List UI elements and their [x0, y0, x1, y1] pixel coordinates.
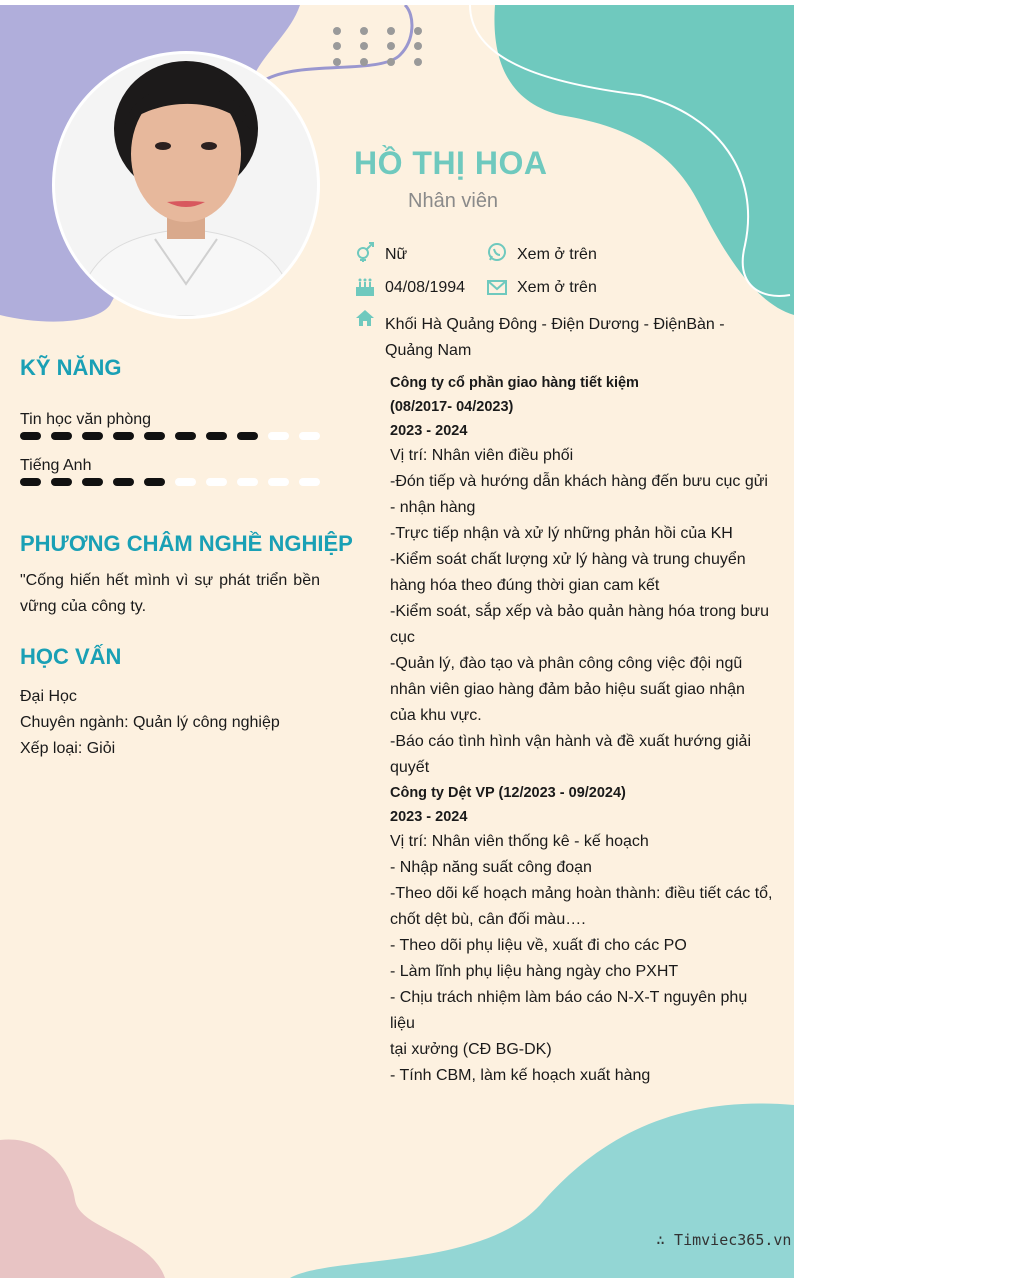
experience-1-line: -Kiểm soát, sắp xếp và bảo quản hàng hóa trong bưu	[390, 603, 769, 620]
teal-bottom-blob	[290, 1103, 794, 1278]
experience-2-line: chốt dệt bù, cân đối màu….	[390, 911, 586, 928]
experience-2-company: Công ty Dệt VP (12/2023 - 09/2024)	[390, 785, 626, 801]
skill-level-empty	[206, 478, 227, 486]
skill-bar-office	[20, 432, 320, 440]
experience-2-line: - Tính CBM, làm kế hoạch xuất hàng	[390, 1067, 651, 1084]
pink-blob	[0, 1139, 165, 1278]
whatsapp-phone-icon	[486, 241, 508, 261]
experience-1-line: -Quản lý, đào tạo và phân công công việc đội ngũ	[390, 655, 743, 672]
email-envelope-icon	[486, 276, 508, 296]
experience-2-line: -Theo dõi kế hoạch mảng hoàn thành: điều tiết các tổ,	[390, 885, 773, 902]
skill-level-filled	[82, 478, 103, 486]
skill-bar-english	[20, 478, 320, 486]
skill-level-empty	[268, 432, 289, 440]
address	[385, 312, 725, 364]
education-major: Chuyên ngành: Quản lý công nghiệp	[20, 714, 280, 731]
skill-level-filled	[237, 432, 258, 440]
skill-level-filled	[144, 432, 165, 440]
experience-entry-1	[390, 371, 775, 781]
education-grade: Xếp loại: Giỏi	[20, 740, 116, 757]
motto-title: PHƯƠNG CHÂM NGHỀ NGHIỆP	[20, 531, 353, 556]
timviec365-watermark: ∴ Timviec365.vn	[656, 1231, 792, 1249]
experience-1-line: -Báo cáo tình hình vận hành và đề xuất hướng giải	[390, 733, 752, 750]
motto-text	[20, 568, 320, 620]
skill-level-empty	[299, 432, 320, 440]
experience-2-line: - Làm lĩnh phụ liệu hàng ngày cho PXHT	[390, 963, 679, 980]
dot-grid	[333, 27, 422, 66]
motto-line-2: vững của công ty.	[20, 598, 147, 615]
experience-2-line: Vị trí: Nhân viên thống kê - kế hoạch	[390, 833, 649, 850]
phone-value: Xem ở trên	[517, 246, 597, 263]
experience-entry-2	[390, 781, 775, 1089]
experience-1-line: quyết	[390, 759, 430, 776]
skill-level-empty	[299, 478, 320, 486]
skill-level-filled	[20, 432, 41, 440]
experience-1-company: Công ty cổ phần giao hàng tiết kiệm	[390, 375, 639, 391]
skill-level-filled	[144, 478, 165, 486]
skill-label-english: Tiếng Anh	[20, 457, 92, 474]
experience-1-line: - nhận hàng	[390, 499, 476, 516]
birthday-value: 04/08/1994	[385, 279, 466, 296]
skill-level-filled	[175, 432, 196, 440]
experience-1-line: Vị trí: Nhân viên điều phối	[390, 447, 574, 464]
experience-1-line: cục	[390, 629, 415, 646]
home-icon	[354, 307, 376, 327]
skill-level-filled	[51, 432, 72, 440]
gender-value: Nữ	[385, 246, 408, 263]
skill-level-filled	[82, 432, 103, 440]
skills-title: KỸ NĂNG	[20, 355, 122, 380]
experience-2-line: - Chịu trách nhiệm làm báo cáo N-X-T nguyên phụ liệu	[390, 989, 748, 1032]
skill-level-filled	[113, 478, 134, 486]
experience-2-line: - Theo dõi phụ liệu về, xuất đi cho các PO	[390, 937, 687, 954]
motto-line-1: "Cống hiến hết mình vì sự phát triển bền	[20, 572, 320, 589]
skill-level-filled	[20, 478, 41, 486]
cv-page	[0, 5, 794, 1278]
skill-level-filled	[51, 478, 72, 486]
education-details	[20, 684, 280, 762]
experience-1-line: nhân viên giao hàng đảm bảo hiệu suất giao nhận	[390, 681, 745, 698]
experience-2-line: tại xưởng (CĐ BG-DK)	[390, 1041, 552, 1058]
address-line-1: Khối Hà Quảng Đông - Điện Dương - ĐiệnBàn -	[385, 316, 725, 333]
skill-label-office: Tin học văn phòng	[20, 411, 152, 428]
skill-level-empty	[175, 478, 196, 486]
experience-2-details	[390, 829, 775, 1089]
address-line-2: Quảng Nam	[385, 342, 472, 359]
experience-section	[390, 371, 775, 1089]
birthday-cake-icon	[354, 276, 376, 296]
experience-1-line: -Kiểm soát chất lượng xử lý hàng và trung chuyển	[390, 551, 746, 568]
skill-level-empty	[237, 478, 258, 486]
experience-1-line: của khu vực.	[390, 707, 482, 724]
education-title: HỌC VẤN	[20, 644, 122, 669]
experience-2-years: 2023 - 2024	[390, 809, 468, 825]
experience-2-line: - Nhập năng suất công đoạn	[390, 859, 592, 876]
candidate-name: HỒ THỊ HOA	[354, 145, 548, 181]
gender-icon	[354, 241, 376, 261]
skill-level-empty	[268, 478, 289, 486]
candidate-role: Nhân viên	[408, 190, 499, 212]
experience-1-years: 2023 - 2024	[390, 423, 468, 439]
experience-1-line: -Trực tiếp nhận và xử lý những phản hồi của KH	[390, 525, 733, 542]
skill-level-filled	[206, 432, 227, 440]
experience-1-period: (08/2017- 04/2023)	[390, 399, 514, 415]
experience-1-line: -Đón tiếp và hướng dẫn khách hàng đến bưu cục gửi	[390, 473, 768, 490]
email-value: Xem ở trên	[517, 279, 597, 296]
profile-photo	[52, 51, 320, 319]
experience-1-details	[390, 443, 775, 781]
education-degree: Đại Học	[20, 688, 77, 705]
experience-1-line: hàng hóa theo đúng thời gian cam kết	[390, 577, 660, 594]
skill-level-filled	[113, 432, 134, 440]
